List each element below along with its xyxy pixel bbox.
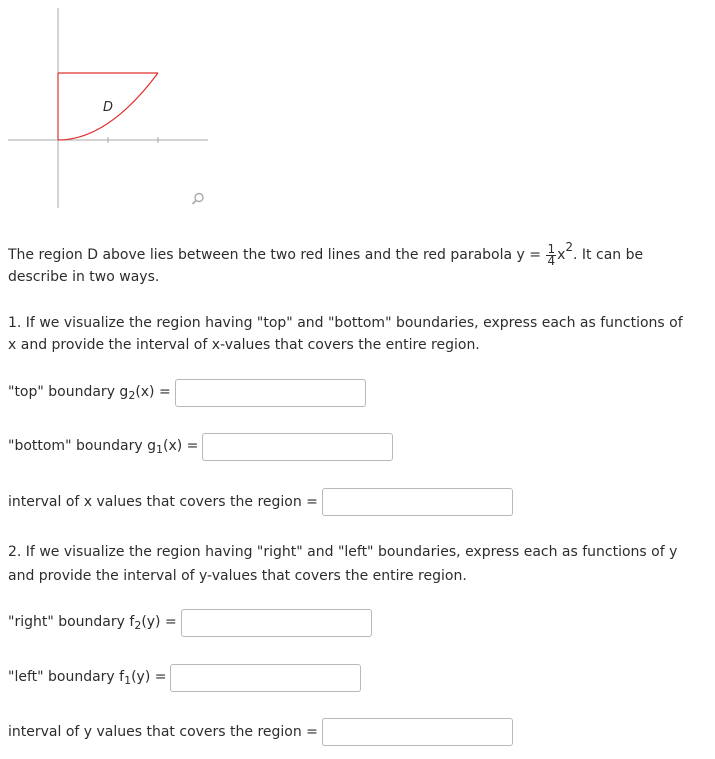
left-boundary-row	[8, 664, 361, 692]
intro-line-1	[8, 237, 643, 267]
part1-line-2: x and provide the interval of x-values that covers the entire region.	[8, 337, 480, 353]
intro-text-before: The region D above lies between the two red lines and the red parabola y =	[8, 247, 541, 263]
y-interval-row	[8, 718, 513, 746]
bottom-boundary-input[interactable]	[202, 433, 393, 461]
part1-line-1: 1. If we visualize the region having "top" and "bottom" boundaries, express each as functions of	[8, 315, 683, 331]
x-interval-label: interval of x values that covers the region =	[8, 494, 318, 510]
region-label: D	[103, 100, 114, 115]
part2-line-1: 2. If we visualize the region having "right" and "left" boundaries, express each as functions of y	[8, 544, 678, 560]
intro-line-2: describe in two ways.	[8, 269, 160, 285]
region-graph	[0, 0, 230, 215]
intro-exponent: 2	[565, 240, 574, 254]
right-boundary-label: "right" boundary $f_2(y)$ =	[8, 614, 177, 632]
right-boundary-row	[8, 609, 372, 637]
frac-denominator: 4	[547, 253, 556, 268]
left-boundary-input[interactable]	[170, 664, 361, 692]
intro-var: x	[557, 247, 566, 263]
y-interval-label: interval of y values that covers the region =	[8, 724, 318, 740]
intro-text-after: . It can be	[573, 247, 644, 263]
left-boundary-label: "left" boundary $f_1(y)$ =	[8, 669, 167, 687]
y-interval-input[interactable]	[322, 718, 513, 746]
bottom-boundary-label: "bottom" boundary $g_1(x)$ =	[8, 438, 199, 456]
bottom-boundary-row	[8, 433, 393, 461]
x-interval-row	[8, 488, 513, 516]
top-boundary-input[interactable]	[175, 379, 366, 407]
frac-numerator: 1	[547, 241, 556, 256]
fraction-one-quarter	[546, 241, 556, 268]
x-interval-input[interactable]	[322, 488, 513, 516]
top-boundary-label: "top" boundary $g_2(x)$ =	[8, 384, 171, 402]
top-boundary-row	[8, 379, 366, 407]
magnify-icon[interactable]	[191, 192, 205, 206]
part2-line-2: and provide the interval of y-values that covers the entire region.	[8, 568, 467, 584]
right-boundary-input[interactable]	[181, 609, 372, 637]
